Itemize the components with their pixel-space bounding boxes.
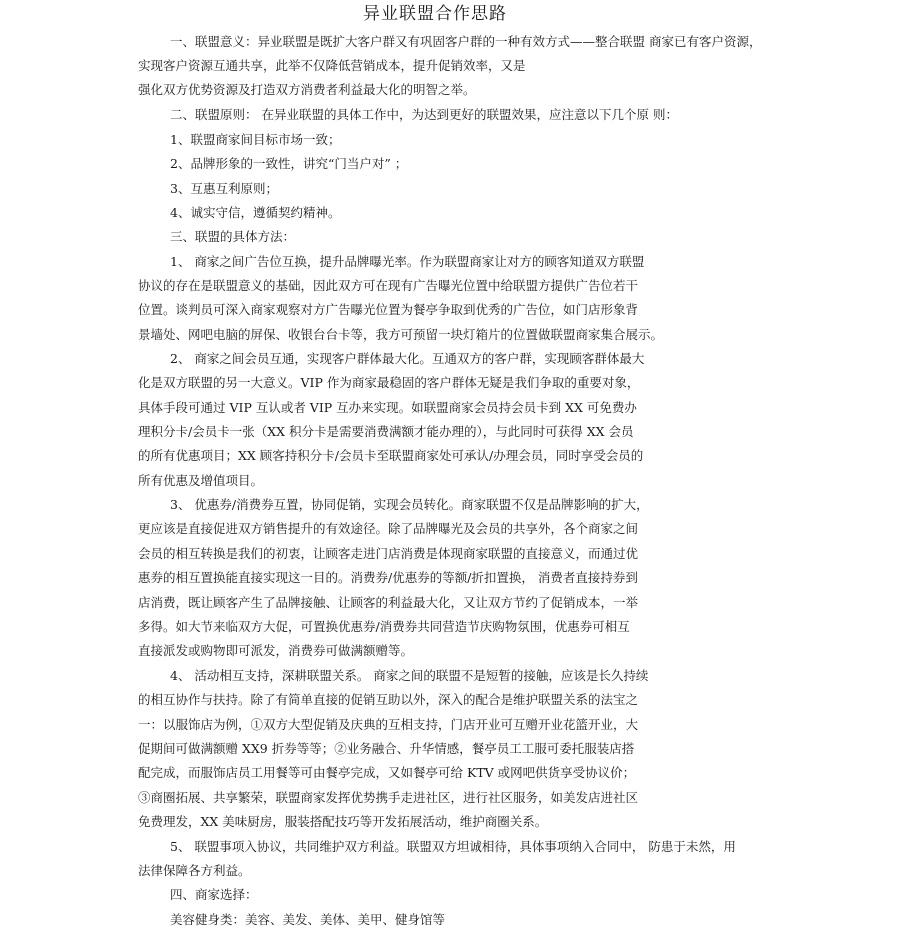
text-line: 1、联盟商家间目标市场一致；: [170, 132, 341, 147]
text-line: 一：以服饰店为例，①双方大型促销及庆典的互相支持，门店开业可互赠开业花篮开业，大: [138, 717, 639, 732]
text-line: 化是双方联盟的另一大意义。VIP 作为商家最稳固的客户群体无疑是我们争取的重要对象，: [138, 375, 640, 390]
text-line: 强化双方优势资源及打造双方消费者利益最大化的明智之举。: [138, 82, 476, 97]
text-line: 美容健身类：美容、美发、美体、美甲、健身馆等: [170, 912, 446, 927]
text-line: 具体手段可通过 VIP 互认或者 VIP 互办来实现。如联盟商家会员持会员卡到 XX 可免费办: [138, 400, 637, 415]
text-line: 免费理发，XX 美味厨房，服装搭配技巧等开发拓展活动，维护商圈关系。: [138, 814, 548, 829]
text-line: 4、 活动相互支持，深耕联盟关系。 商家之间的联盟不是短暂的接触，应该是长久持续: [170, 668, 649, 683]
text-line: 位置。谈判员可深入商家观察对方广告曝光位置为餐亭争取到优秀的广告位，如门店形象背: [138, 302, 639, 317]
text-line: 三、联盟的具体方法：: [170, 229, 296, 244]
text-line: 所有优惠及增值项目。: [138, 473, 264, 488]
text-line: 一、联盟意义：异业联盟是既扩大客户群又有巩固客户群的一种有效方式——整合联盟 商家已有客户资源，: [170, 34, 762, 49]
text-line: 的相互协作与扶持。除了有简单直接的促销互助以外，深入的配合是维护联盟关系的法宝之: [138, 692, 639, 707]
text-line: 四、商家选择：: [170, 887, 258, 902]
text-line: 2、品牌形象的一致性，讲究“门当户对” ；: [170, 156, 408, 171]
text-line: 4、诚实守信，遵循契约精神。: [170, 205, 341, 220]
text-line: 促期间可做满额赠 XX9 折券等等；②业务融合、升华情感，餐亭员工工服可委托服装店搭: [138, 741, 635, 756]
text-line: ③商圈拓展、共享繁荣，联盟商家发挥优势携手走进社区，进行社区服务，如美发店进社区: [138, 790, 639, 805]
text-line: 5、 联盟事项入协议，共同维护双方利益。联盟双方坦诚相待，具体事项纳入合同中， 防患于未然，用: [170, 839, 736, 854]
document-title: 异业联盟合作思路: [363, 4, 507, 24]
text-line: 配完成，而服饰店员工用餐等可由餐亭完成，又如餐亭可给 KTV 或网吧供货享受协议价；: [138, 765, 636, 780]
text-line: 协议的存在是联盟意义的基础，因此双方可在现有广告曝光位置中给联盟方提供广告位若干: [138, 278, 639, 293]
text-line: 多得。如大节来临双方大促，可置换优惠券/消费券共同营造节庆购物氛围，优惠券可相互: [138, 619, 630, 634]
text-line: 直接派发或购物即可派发，消费券可做满额赠等。: [138, 643, 414, 658]
text-line: 二、联盟原则： 在异业联盟的具体工作中，为达到更好的联盟效果，应注意以下几个原 则：: [170, 107, 678, 122]
text-line: 会员的相互转换是我们的初衷，让顾客走进门店消费是体现商家联盟的直接意义，而通过优: [138, 546, 639, 561]
text-line: 店消费，既让顾客产生了品牌接触、让顾客的利益最大化，又让双方节约了促销成本，一举: [138, 595, 639, 610]
text-line: 2、 商家之间会员互通，实现客户群体最大化。互通双方的客户群，实现顾客群体最大: [170, 351, 645, 366]
text-line: 的所有优惠项目；XX 顾客持积分卡/会员卡至联盟商家处可承认/办理会员，同时享受会员的: [138, 448, 644, 463]
text-line: 实现客户资源互通共享，此举不仅降低营销成本，提升促销效率，又是: [138, 58, 526, 73]
text-line: 1、 商家之间广告位互换，提升品牌曝光率。作为联盟商家让对方的顾客知道双方联盟: [170, 254, 645, 269]
text-line: 法律保障各方利益。: [138, 863, 251, 878]
text-line: 3、 优惠券/消费券互置，协同促销，实现会员转化。商家联盟不仅是品牌影响的扩大，: [170, 497, 649, 512]
text-line: 3、互惠互利原则；: [170, 181, 278, 196]
text-line: 更应该是直接促进双方销售提升的有效途径。除了品牌曝光及会员的共享外，各个商家之间: [138, 521, 639, 536]
text-line: 惠券的相互置换能直接实现这一目的。消费券/优惠券的等额/折扣置换， 消费者直接持券到: [138, 570, 638, 585]
text-line: 理积分卡/会员卡一张（XX 积分卡是需要消费满额才能办理的），与此同时可获得 XX 会员: [138, 424, 634, 439]
text-line: 景墙处、网吧电脑的屏保、收银台台卡等，我方可预留一块灯箱片的位置做联盟商家集合展示。: [138, 327, 664, 342]
